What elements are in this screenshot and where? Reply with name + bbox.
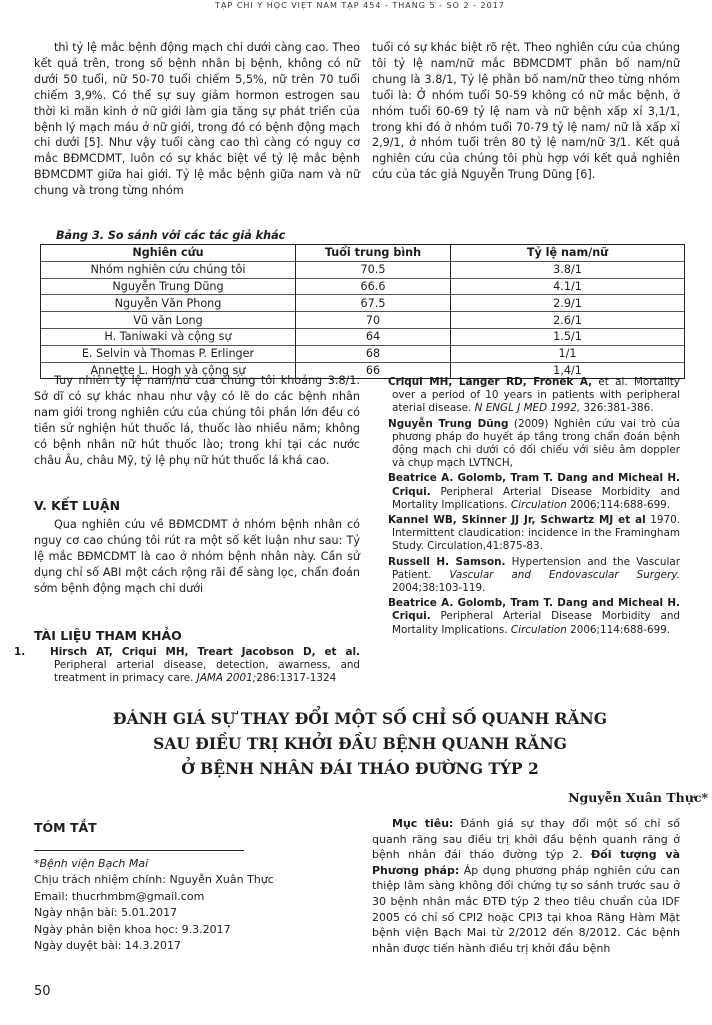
summary-heading: TÓM TẮT bbox=[34, 820, 97, 835]
reference-number: 1. bbox=[14, 646, 26, 658]
table-cell: 1/1 bbox=[451, 345, 685, 362]
table-cell: Vũ văn Long bbox=[41, 312, 296, 329]
reference-number bbox=[372, 514, 388, 527]
contact-email: Email: thucrhmbm@gmail.com bbox=[34, 889, 205, 903]
footnote-divider bbox=[34, 850, 244, 851]
table-cell: Nhóm nghiên cứu chúng tôi bbox=[41, 261, 296, 278]
reference-authors: Beatrice A. Golomb, Tram T. Dang and Micheal H. Criqui. bbox=[388, 472, 680, 498]
table-row bbox=[41, 295, 685, 312]
conclusion-heading: V. KẾT LUẬN bbox=[34, 498, 121, 513]
reference-tail: 2006;114:688-699. bbox=[570, 498, 671, 511]
table-cell: H. Taniwaki và cộng sự bbox=[41, 328, 296, 345]
reference-tail: 286:1317-1324 bbox=[256, 672, 337, 685]
reference-number bbox=[372, 597, 388, 610]
reference-tail: 2006;114:688-699. bbox=[570, 623, 671, 636]
reference-number bbox=[372, 418, 388, 431]
table-cell: 1.5/1 bbox=[451, 328, 685, 345]
table-cell: 70 bbox=[296, 312, 451, 329]
responsible-author: Chịu trách nhiệm chính: Nguyễn Xuân Thực bbox=[34, 873, 274, 887]
reference-authors: Nguyễn Trung Dũng bbox=[388, 417, 509, 430]
reference-text: Hypertension and the Vascular Patient. bbox=[392, 555, 680, 581]
reference-authors: Kannel WB, Skinner JJ Jr, Schwartz MJ et al bbox=[388, 514, 646, 527]
reference-number bbox=[372, 472, 388, 485]
reference-journal: N ENGL J MED 1992, bbox=[474, 402, 581, 415]
reference-item bbox=[372, 514, 680, 554]
table-row bbox=[41, 345, 685, 362]
left-discussion-paragraph: Tuy nhiên tỷ lệ nam/nữ của chúng tôi khoảng 3.8/1. Sở dĩ có sự khác nhau như vậy có lẽ do các bệnh nhân nam giới trong nghiên cứu của chúng tôi phần lớn đều có tiền sử nghiện hút thuốc lá, thuốc lào nhiều năm; không có bệnh nhân nữ hút thuốc lào; trong khi tại các nước châu Âu, châu Mỹ, tỷ lệ phụ nữ hút thuốc lá khá cao. bbox=[34, 374, 360, 467]
methods-label: Đối tượng và Phương pháp: bbox=[372, 848, 680, 877]
reference-item bbox=[372, 556, 680, 596]
review-date: Ngày phản biện khoa học: 9.3.2017 bbox=[34, 922, 231, 936]
article-title-line-3: Ở BỆNH NHÂN ĐÁI THÁO ĐƯỜNG TÝP 2 bbox=[181, 759, 539, 778]
reference-journal: Circulation bbox=[510, 623, 567, 636]
reference-text: 1970. Intermittent claudication: incidence in the Framingham Study. Circulation,41:875-83. bbox=[392, 514, 680, 553]
article-title-line-1: ĐÁNH GIÁ SỰ THAY ĐỔI MỘT SỐ CHỈ SỐ QUANH RĂNG bbox=[113, 709, 607, 728]
reference-number bbox=[372, 376, 388, 389]
conclusion-paragraph: Qua nghiên cứu về BĐMCDMT ở nhóm bệnh nhân có nguy cơ cao chúng tôi rút ra một số kết luận như sau: Tỷ lệ mắc BĐMCDMT là cao ở nhóm bệnh nhân này. Cần sử dụng chỉ số ABI một cách rộng rãi để sàng lọc, chẩn đoán sớm bệnh động mạch chi dưới bbox=[34, 518, 360, 595]
table-row bbox=[41, 312, 685, 329]
references-right bbox=[372, 376, 680, 639]
reference-authors: Beatrice A. Golomb, Tram T. Dang and Micheal H. Criqui. bbox=[388, 597, 680, 623]
reference-text: Peripheral arterial disease, detection, awarness, and treatment in primacy care. bbox=[54, 659, 360, 685]
reference-text: et al. Mortality over a period of 10 years in patients with peripheral aterial disease. bbox=[392, 376, 680, 415]
objective-text: Đánh giá sự thay đổi một số chỉ số quanh răng sau điều trị khởi đầu bệnh quanh răng ở bệnh nhân đái tháo đường týp 2. bbox=[372, 817, 680, 862]
reference-tail: 326:381-386. bbox=[583, 402, 654, 415]
abstract-paragraph bbox=[372, 816, 680, 956]
reference-item bbox=[14, 646, 360, 686]
reference-item bbox=[372, 418, 680, 471]
references-left bbox=[14, 646, 360, 688]
reference-text: Peripheral Arterial Disease Morbidity and Mortality Implications. bbox=[392, 485, 680, 511]
table-cell: 67.5 bbox=[296, 295, 451, 312]
table-cell: 1,4/1 bbox=[451, 362, 685, 379]
reference-item bbox=[372, 472, 680, 512]
table-header-sex-ratio: Tỷ lệ nam/nữ bbox=[451, 245, 685, 262]
table-cell: 3.8/1 bbox=[451, 261, 685, 278]
table-cell: 2.6/1 bbox=[451, 312, 685, 329]
table-cell: Nguyễn Văn Phong bbox=[41, 295, 296, 312]
article-footnote bbox=[34, 856, 274, 954]
reference-text: Peripheral Arterial Disease Morbidity and Mortality Implications. bbox=[392, 610, 680, 636]
approval-date: Ngày duyệt bài: 14.3.2017 bbox=[34, 939, 181, 953]
methods-text: Áp dụng phương pháp nghiên cứu can thiệp lâm sàng không đối chứng tự so sánh trước sau ở 30 bệnh nhân mắc ĐTĐ týp 2 theo tiêu chuẩn của IDF 2005 có chỉ số CPI2 hoặc CPI3 tại khoa Răng Hàm Mặt bệnh viện Bạch Mai từ 2/2012 đến 8/2012. Các bệnh nhân được tiến hành điều trị khởi đầu bệnh bbox=[372, 863, 680, 955]
table-row bbox=[41, 328, 685, 345]
table-header-mean-age: Tuổi trung bình bbox=[296, 245, 451, 262]
article-title-line-2: SAU ĐIỀU TRỊ KHỞI ĐẦU BỆNH QUANH RĂNG bbox=[153, 734, 567, 753]
reference-journal: Vascular and Endovascular Surgery. bbox=[449, 568, 680, 581]
reference-journal: JAMA 2001; bbox=[196, 672, 257, 685]
reference-authors: Russell H. Samson. bbox=[388, 555, 506, 568]
article-author: Nguyễn Xuân Thực* bbox=[568, 790, 708, 805]
reference-tail: 2004;38:103-119. bbox=[392, 582, 486, 595]
right-intro-paragraph: tuổi có sự khác biệt rõ rệt. Theo nghiên cứu của chúng tôi tỷ lệ nam/nữ mắc BĐMCDMT phân bố nam/nữ chung là 3.8/1, Tỷ lệ phân bố nam/nữ theo từng nhóm tuổi là: Ở nhóm tuổi 50-59 không có nữ mắc bệnh, ở nhóm tuổi 60-69 tỷ lệ nam và nữ bệnh xấp xỉ 3,1/1, trong khi đó ở nhóm tuổi 70-79 tỷ lệ nam/ nữ là xấp xỉ 2,9/1, ở nhóm tuổi trên 80 tỷ lệ nam/nữ 3/1. Kết quả nghiên cứu của chúng tôi phù hợp với kết quả nghiên cứu của tác giả Nguyễn Trung Dũng [6]. bbox=[372, 41, 680, 182]
reference-item bbox=[372, 376, 680, 416]
table-cell: 2.9/1 bbox=[451, 295, 685, 312]
affiliation: *Bệnh viện Bạch Mai bbox=[34, 857, 149, 870]
table-cell: 66 bbox=[296, 362, 451, 379]
reference-authors: Criqui MH, Langer RD, Fronek A, bbox=[388, 376, 593, 388]
references-heading: TÀI LIỆU THAM KHẢO bbox=[34, 628, 182, 643]
reference-item bbox=[372, 597, 680, 637]
table-cell: 68 bbox=[296, 345, 451, 362]
table-caption: Bảng 3. So sánh với các tác giả khác bbox=[56, 229, 286, 242]
table-row bbox=[41, 278, 685, 295]
table-header-study: Nghiên cứu bbox=[41, 245, 296, 262]
objective-label: Mục tiêu: bbox=[392, 817, 454, 830]
table-cell: E. Selvin và Thomas P. Erlinger bbox=[41, 345, 296, 362]
table-row bbox=[41, 261, 685, 278]
table-header-row bbox=[41, 245, 685, 262]
received-date: Ngày nhận bài: 5.01.2017 bbox=[34, 906, 178, 920]
table-cell: 66.6 bbox=[296, 278, 451, 295]
table-cell: 4.1/1 bbox=[451, 278, 685, 295]
reference-number bbox=[372, 556, 388, 569]
reference-text: (2009) Nghiên cứu vai trò của phương pháp đo huyết áp tầng trong chẩn đoán bệnh động mạch chi dưới có đối chiếu với siêu âm doppler và chụp mạch LVTNCH, bbox=[392, 417, 680, 470]
comparison-table bbox=[40, 244, 685, 379]
reference-journal: Circulation bbox=[510, 498, 567, 511]
table-cell: 70.5 bbox=[296, 261, 451, 278]
reference-authors: Hirsch AT, Criqui MH, Treart Jacobson D, et al. bbox=[50, 646, 360, 658]
table-cell: Annette L. Hogh và cộng sự bbox=[41, 362, 296, 379]
table-cell: Nguyễn Trung Dũng bbox=[41, 278, 296, 295]
table-cell: 64 bbox=[296, 328, 451, 345]
page-number: 50 bbox=[34, 984, 51, 999]
running-header: TẠP CHÍ Y HỌC VIỆT NAM TẬP 454 - THÁNG 5 - SỐ 2 - 2017 bbox=[215, 2, 505, 10]
left-intro-paragraph: thì tỷ lệ mắc bệnh động mạch chi dưới càng cao. Theo kết quả trên, trong số bệnh nhân bị bệnh, không có nữ dưới 50 tuổi, nữ 50-70 tuổi chiếm 5,5%, nữ trên 70 tuổi chiếm 3,9%. Có thể sự suy giảm hormon estrogen sau thời kì mãn kinh ở nữ giới làm gia tăng sự phát triển của bệnh lý mạch máu ở nữ giới, trong đó có bệnh động mạch chi dưới [5]. Như vậy tuổi càng cao thì càng có nguy cơ mắc BĐMCDMT, luôn có sự khác biệt về tỷ lệ mắc bệnh BĐMCDMT giữa hai giới. Tỷ lệ mắc bệnh giữa nam và nữ chung và trong từng nhóm bbox=[34, 41, 360, 198]
